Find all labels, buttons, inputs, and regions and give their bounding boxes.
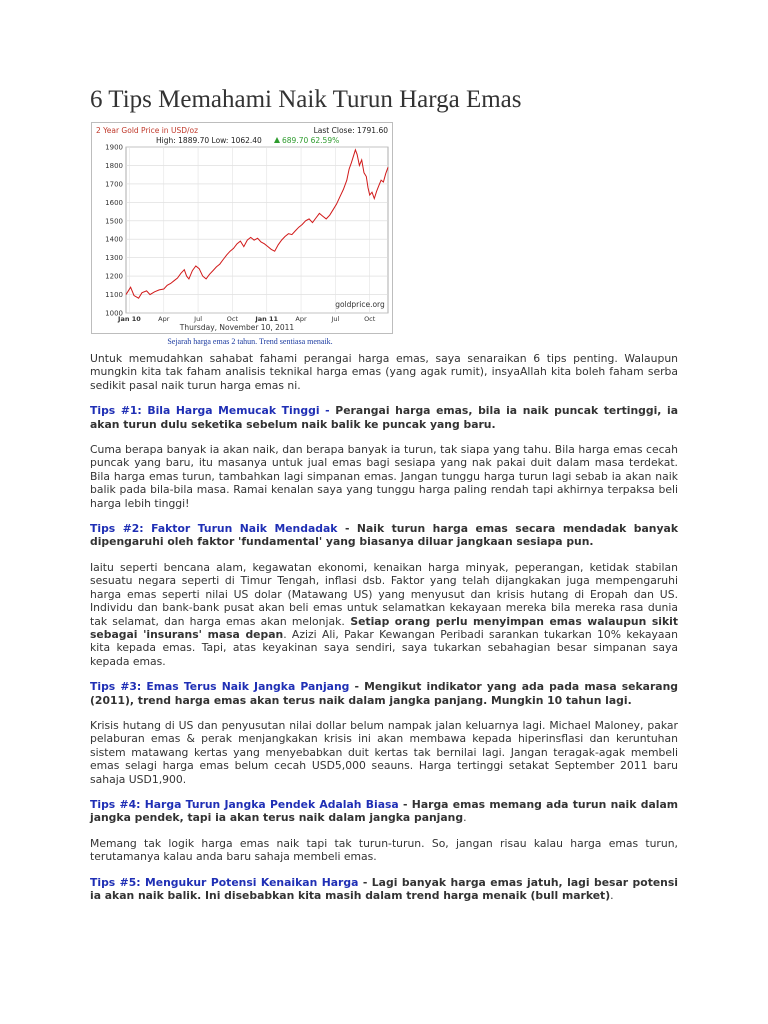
y-tick-label: 1500 bbox=[105, 217, 123, 226]
gold-price-chart bbox=[91, 122, 393, 334]
x-tick-label: Jan 11 bbox=[255, 315, 279, 323]
chart-watermark: goldprice.org bbox=[335, 300, 385, 309]
article-body bbox=[90, 352, 678, 914]
x-tick-label: Jul bbox=[331, 315, 340, 323]
y-tick-label: 1100 bbox=[105, 291, 123, 300]
chart-change: 689.70 62.59% bbox=[282, 136, 340, 145]
tip-4-heading bbox=[90, 798, 678, 825]
chart-svg bbox=[92, 123, 392, 333]
tip-4-end: . bbox=[463, 811, 467, 825]
x-tick-label: Oct bbox=[364, 315, 376, 323]
tip-3-label: Tips #3: Emas Terus Naik Jangka Panjang bbox=[90, 680, 350, 694]
tip-2-label: Tips #2: Faktor Turun Naik Mendadak bbox=[90, 522, 338, 536]
x-tick-label: Apr bbox=[158, 315, 170, 323]
tip-3-summary: - Mengikut indikator yang ada pada masa sekarang (2011), trend harga emas akan terus naik dalam jangka panjang. Mungkin 10 tahun lagi. bbox=[90, 680, 678, 707]
tip-2-summary: - Naik turun harga emas secara mendadak banyak dipengaruhi oleh faktor 'fundamental' yang biasanya diluar jangkaan sesiapa pun. bbox=[90, 522, 679, 549]
tip-2-body-bold: Setiap orang perlu menyimpan emas walaupun sikit sebagai 'insurans' masa depan bbox=[90, 614, 678, 641]
intro-paragraph: Untuk memudahkan sahabat fahami perangai harga emas, saya senaraikan 6 tips penting. Walaupun mungkin kita tak faham analisis teknikal harga emas (yang agak rumit), insyaAllah kita boleh faham serba sedikit pasal naik turun harga emas ni. bbox=[90, 352, 678, 392]
y-tick-label: 1200 bbox=[105, 272, 123, 281]
up-triangle-icon bbox=[274, 137, 280, 143]
tip-1-body: Cuma berapa banyak ia akan naik, dan berapa banyak ia turun, tak siapa yang tahu. Bila harga emas cecah puncak yang baru, itu masanya untuk jual emas bagi sesiapa yang nak pakai duit dalam masa terdekat. Bila harga emas turun, tambahkan lagi simpanan emas. Jangan tunggu harga turun lagi sebab ia akan naik balik pada bila-bila masa. Ramai kenalan saya yang tunggu harga paling rendah tapi akhirnya terpaksa beli harga lebih tinggi! bbox=[90, 443, 678, 510]
chart-date: Thursday, November 10, 2011 bbox=[179, 323, 295, 332]
x-tick-label: Jul bbox=[194, 315, 203, 323]
tip-1-label: Tips #1: Bila Harga Memucak Tinggi - bbox=[90, 404, 330, 418]
tip-5-end: . bbox=[610, 889, 614, 902]
tip-3-body: Krisis hutang di US dan penyusutan nilai dollar belum nampak jalan keluarnya lagi. Michael Maloney, pakar pelaburan emas & perak menjangkakan krisis ini akan membawa kepada hiperinsflasi dan keruntuhan sistem matawang kertas yang menyebabkan duit kertas tak bernilai lagi. Jangan teragak-agak membeli emas selagi harga emas belum cecah USD5,000 seauns. Harga tertinggi setakat September 2011 baru sahaja USD1,900. bbox=[90, 718, 678, 786]
tip-2-body bbox=[90, 561, 678, 668]
x-tick-label: Jan 10 bbox=[118, 315, 141, 323]
tip-2-body-a: Iaitu seperti bencana alam, kegawatan ekonomi, kenaikan harga minyak, peperangan, ketidak stabilan sesuatu negara seperti di Timur Tengah, inflasi dsb. Faktor yang telah dijangkakan juga mempengaruhi harga emas seperti nilai US dolar (Matawang US) yang menyusut dan krisis hutang di Eropah dan US. Individu dan bank-bank pusat akan beli emas untuk selamatkan kekayaan mereka bila mereka rasa dunia tak selamat, dan harga emas akan melonjak. bbox=[90, 560, 678, 628]
tip-4-body: Memang tak logik harga emas naik tapi tak turun-turun. So, jangan risau kalau harga emas turun, terutamanya kalau anda baru sahaja membeli emas. bbox=[90, 836, 678, 864]
x-tick-label: Oct bbox=[226, 315, 239, 323]
y-tick-label: 1600 bbox=[105, 198, 123, 207]
tip-1-heading bbox=[90, 404, 678, 431]
chart-caption: Sejarah harga emas 2 tahun. Trend sentiasa menaik. bbox=[167, 337, 333, 346]
tip-3-heading bbox=[90, 680, 678, 707]
y-tick-label: 1400 bbox=[105, 235, 123, 244]
tip-4-label: Tips #4: Harga Turun Jangka Pendek Adalah Biasa bbox=[90, 797, 399, 811]
y-tick-label: 1900 bbox=[105, 143, 123, 152]
y-tick-label: 1000 bbox=[105, 309, 123, 318]
tip-2-heading bbox=[90, 522, 678, 549]
y-tick-label: 1300 bbox=[105, 254, 123, 263]
y-tick-label: 1800 bbox=[105, 161, 123, 170]
chart-high-low: High: 1889.70 Low: 1062.40 bbox=[156, 136, 262, 145]
x-tick-label: Apr bbox=[295, 315, 307, 323]
chart-last-close: Last Close: 1791.60 bbox=[313, 126, 388, 135]
chart-title: 2 Year Gold Price in USD/oz bbox=[96, 126, 199, 135]
tip-1-summary: Perangai harga emas, bila ia naik puncak tertinggi, ia akan turun dulu seketika sebelum naik balik ke puncak yang baru. bbox=[90, 404, 678, 431]
tip-4-summary: - Harga emas memang ada turun naik dalam jangka pendek, tapi ia akan terus naik dalam jangka panjang bbox=[90, 797, 678, 825]
tip-5-summary: - Lagi banyak harga emas jatuh, lagi besar potensi ia akan naik balik. Ini disebabkan kita masih dalam trend harga menaik (bull market) bbox=[90, 875, 678, 902]
tip-5-heading bbox=[90, 876, 678, 903]
x-axis-ticks bbox=[117, 315, 376, 323]
tip-5-label: Tips #5: Mengukur Potensi Kenaikan Harga bbox=[90, 875, 359, 889]
tip-2-body-b: . Azizi Ali, Pakar Kewangan Peribadi sarankan tukarkan 10% kekayaan kita kepada emas. Tapi, atas keyakinan saya sendiri, saya tukarkan sebahagian besar simpanan saya kepada emas. bbox=[90, 627, 678, 668]
y-axis-ticks bbox=[105, 144, 123, 318]
page-title: 6 Tips Memahami Naik Turun Harga Emas bbox=[90, 86, 522, 113]
y-tick-label: 1700 bbox=[105, 180, 123, 189]
